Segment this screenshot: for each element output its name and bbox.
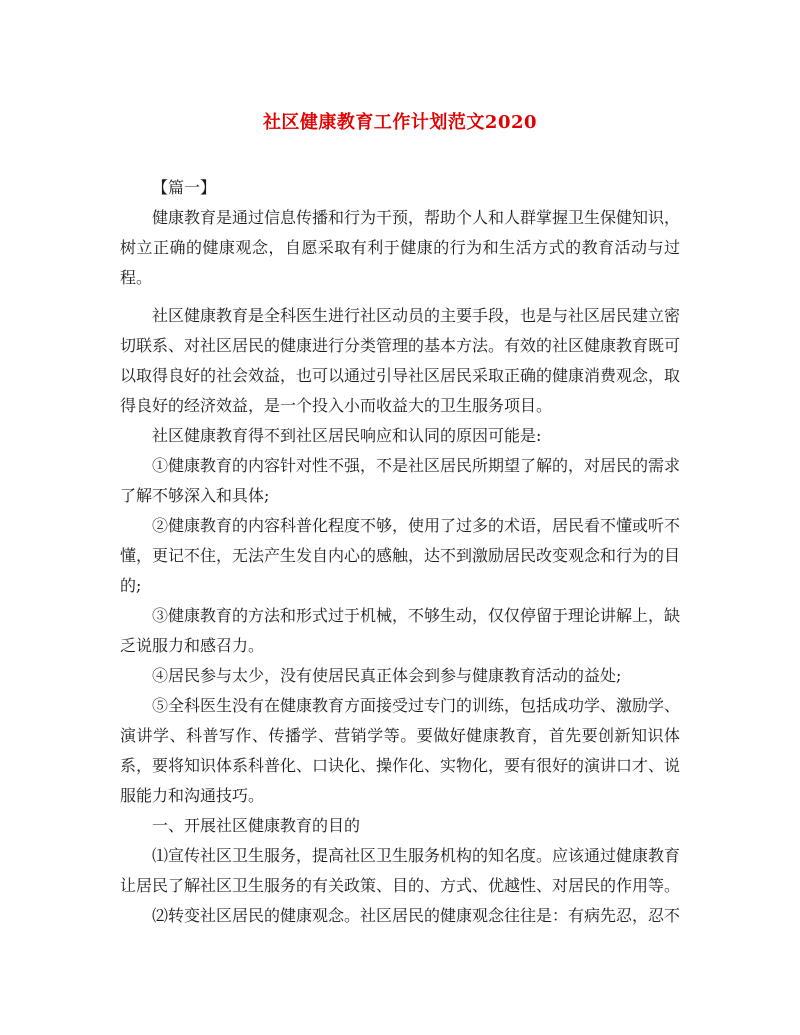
document-title: 社区健康教育工作计划范文2020 (262, 112, 538, 133)
paragraph-reason-1: ①健康教育的内容针对性不强，不是社区居民所期望了解的，对居民的需求了解不够深入和具体; (120, 456, 681, 505)
paragraph-purpose-1: ⑴宣传社区卫生服务，提高社区卫生服务机构的知名度。应该通过健康教育让居民了解社区卫生服务的有关政策、目的、方式、优越性、对居民的作用等。 (120, 846, 681, 895)
paragraph-gap (120, 293, 680, 301)
document-body (120, 173, 680, 931)
section-label: 【篇一】 (152, 178, 217, 197)
paragraph-purpose-2: ⑵转变社区居民的健康观念。社区居民的健康观念往往是：有病先忍，忍不 (152, 906, 681, 925)
paragraph-reason-3: ③健康教育的方法和形式过于机械，不够生动，仅仅停留于理论讲解上，缺乏说服力和感召力。 (120, 606, 681, 655)
paragraph-definition: 健康教育是通过信息传播和行为干预，帮助个人和人群掌握卫生保健知识，树立正确的健康观念，自愿采取有利于健康的行为和生活方式的教育活动与过程。 (120, 208, 681, 287)
paragraph-reason-5: ⑤全科医生没有在健康教育方面接受过专门的训练，包括成功学、激励学、演讲学、科普写作、传播学、营销学等。要做好健康教育，首先要创新知识体系，要将知识体系科普化、口诀化、操作化、实物化，要有很好的演讲口才、说服能力和沟通技巧。 (120, 696, 681, 805)
paragraph-community-education: 社区健康教育是全科医生进行社区动员的主要手段，也是与社区居民建立密切联系、对社区居民的健康进行分类管理的基本方法。有效的社区健康教育既可以取得良好的社会效益，也可以通过引导社区居民采取正确的健康消费观念，取得良好的经济效益，是一个投入小而收益大的卫生服务项目。 (120, 306, 681, 415)
paragraph-reasons-intro: 社区健康教育得不到社区居民响应和认同的原因可能是: (152, 426, 542, 445)
paragraph-reason-4: ④居民参与太少，没有使居民真正体会到参与健康教育活动的益处; (152, 666, 622, 685)
paragraph-reason-2: ②健康教育的内容科普化程度不够，使用了过多的术语，居民看不懂或听不懂，更记不住，无法产生发自内心的感触，达不到激励居民改变观念和行为的目的; (120, 516, 681, 595)
heading-purpose: 一、开展社区健康教育的目的 (152, 816, 361, 835)
